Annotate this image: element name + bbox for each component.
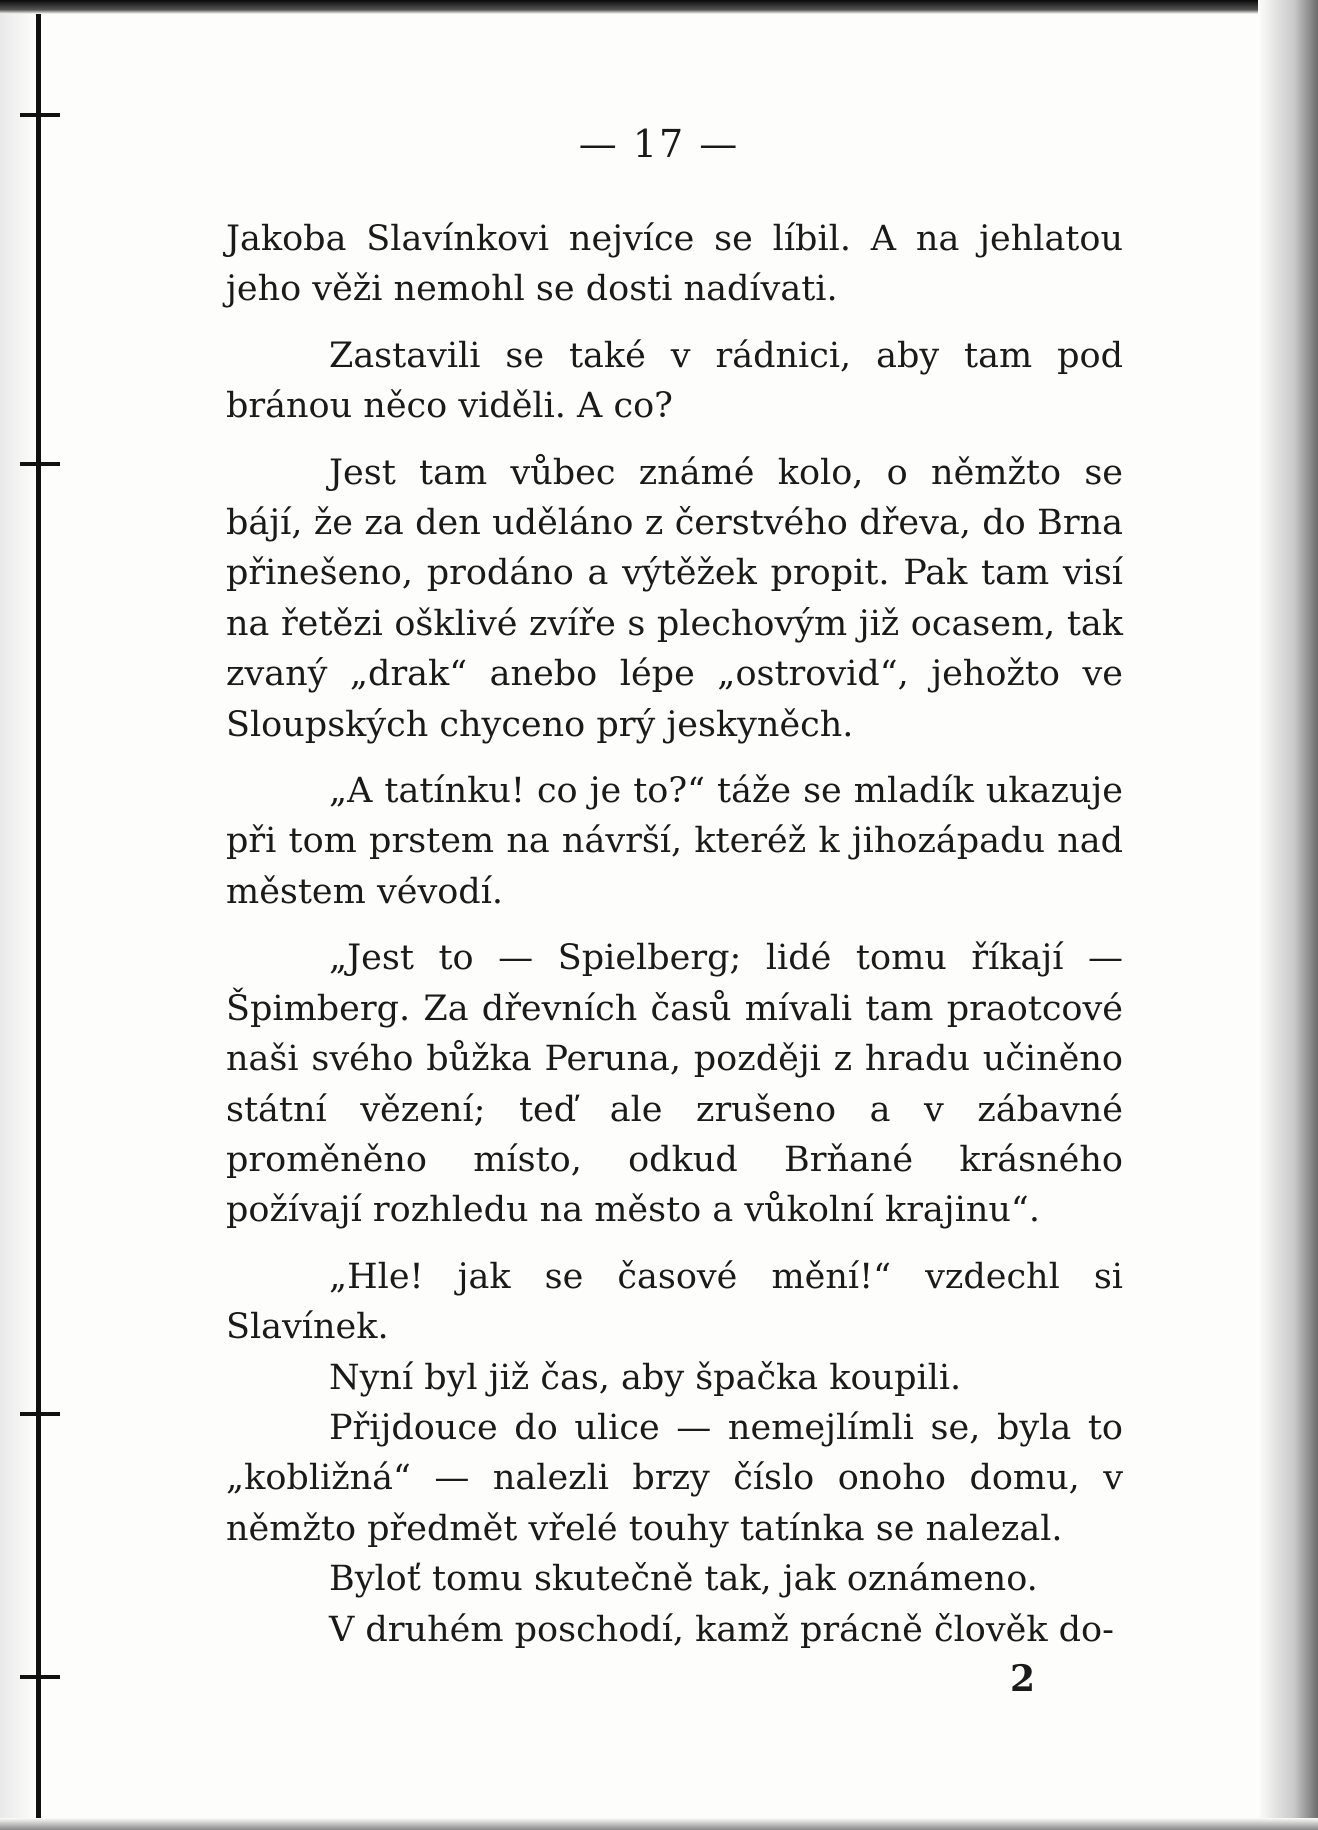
bottom-scan-edge	[0, 1818, 1318, 1830]
page-number: — 17 —	[578, 122, 740, 166]
paragraph: „Hle! jak se časové mění!“ vzdechl si Slavínek.	[226, 1256, 1123, 1348]
binding-shade	[0, 0, 36, 1830]
binding-thread	[20, 1675, 60, 1679]
paragraph: Zastavili se také v rádnici, aby tam pod bránou něco viděli. A co?	[226, 335, 1123, 427]
binding-edge	[36, 0, 41, 1830]
paragraph: Přijdouce do ulice — nemejlímli se, byla to „kobližná“ — nalezli brzy číslo onoho domu, v němžto předmět vřelé touhy tatínka se nalezal.	[226, 1407, 1123, 1549]
paragraph: Byloť tomu skutečně tak, jak oznámeno.	[329, 1559, 1038, 1600]
paragraph: V druhém poschodí, kamž prácně člověk do-	[329, 1609, 1114, 1650]
paragraph: „A tatínku! co je to?“ táže se mladík ukazuje při tom prstem na návrší, kteréž k jihozápadu nad městem vévodí.	[226, 771, 1123, 912]
top-scan-edge	[0, 0, 1318, 14]
binding-thread	[20, 1412, 60, 1416]
paragraph: „Jest to — Spielberg; lidé tomu říkají — Špimberg. Za dřevních časů mívali tam praotcové naši svého bůžka Peruna, později z hradu učiněno státní vězení; teď ale zrušeno a v zábavné proměněno místo, odkud Brňané krásného požívají rozhledu na město a vůkolní krajinu“.	[226, 938, 1123, 1231]
signature-mark: 2	[1010, 1658, 1036, 1700]
right-scan-shadow	[1258, 0, 1318, 1830]
binding-thread	[20, 113, 60, 117]
paragraph: Jest tam vůbec známé kolo, o němžto se bájí, že za den uděláno z čerstvého dřeva, do Brna přinešeno, prodáno a výtěžek propit. Pak tam visí na řetězi ošklivé zvíře s plechovým již ocasem, tak zvaný „drak“ anebo lépe „ostrovid“, jehožto ve Sloupských chyceno prý jeskyněch.	[226, 452, 1123, 745]
page-text	[226, 214, 1123, 1655]
binding-thread	[20, 462, 60, 466]
paragraph: Jakoba Slavínkovi nejvíce se líbil. A na jehlatou jeho věži nemohl se dosti nadívati.	[226, 219, 1123, 310]
paragraph: Nyní byl již čas, aby špačka koupili.	[329, 1357, 962, 1398]
